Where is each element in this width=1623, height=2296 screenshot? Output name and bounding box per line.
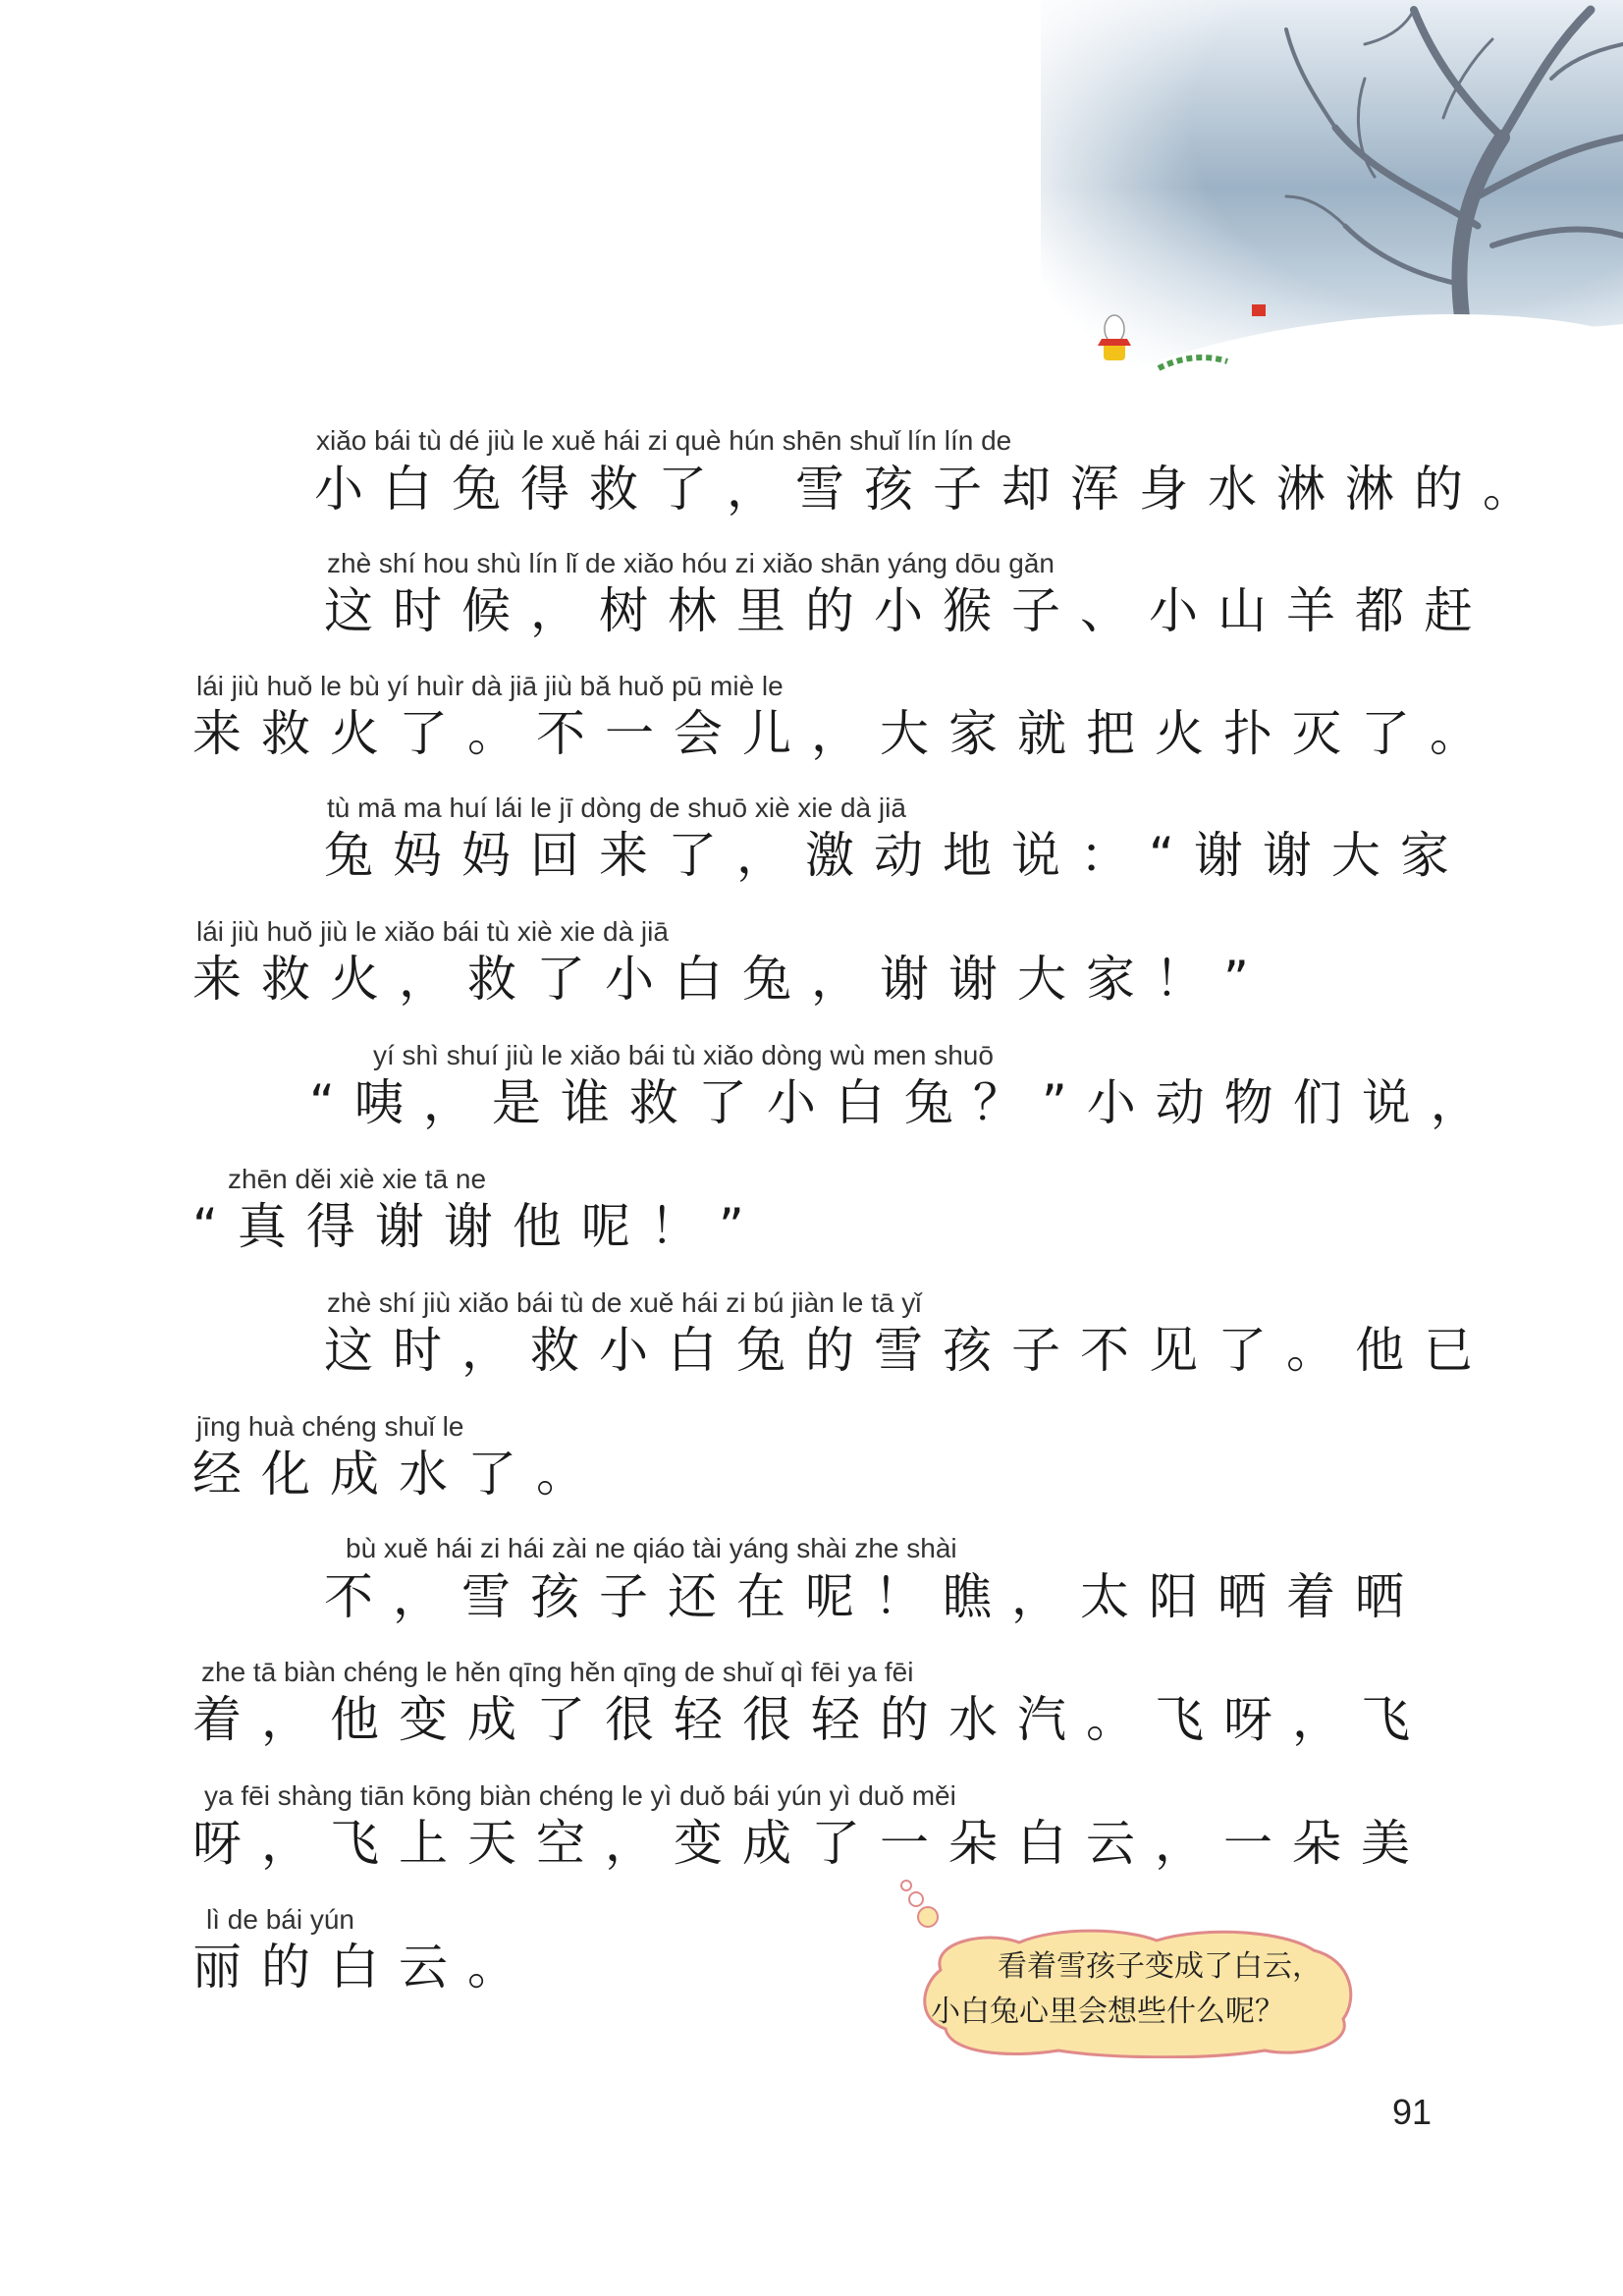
text-line-1: 小白兔得救了，雪孩子却浑身水淋淋的。 [314, 461, 1551, 518]
text-line-11: 着，他变成了很轻很轻的水汽。飞呀，飞 [192, 1691, 1430, 1748]
text-line-10: 不，雪孩子还在呢！瞧，太阳晒着晒 [324, 1568, 1424, 1625]
pinyin-line-11: zhe tā biàn chéng le hěn qīng hěn qīng de shuǐ qì fēi ya fēi [201, 1657, 914, 1687]
thought-bubble-dots [889, 1876, 947, 1935]
pinyin-line-13: lì de bái yún [206, 1904, 354, 1935]
bubble-question [931, 1944, 1353, 2035]
pinyin-line-9: jīng huà chéng shuǐ le [196, 1411, 464, 1442]
text-line-2: 这时候，树林里的小猴子、小山羊都赶 [324, 582, 1492, 639]
pinyin-line-3: lái jiù huǒ le bù yí huìr dà jiā jiù bǎ huǒ pū miè le [196, 671, 784, 701]
text-line-8: 这时，救小白兔的雪孩子不见了。他已 [324, 1322, 1492, 1379]
pinyin-line-2: zhè shí hou shù lín lǐ de xiǎo hóu zi xiǎo shān yáng dōu gǎn [327, 548, 1055, 578]
pinyin-line-10: bù xuě hái zi hái zài ne qiáo tài yáng shài zhe shài [346, 1533, 957, 1563]
pinyin-line-5: lái jiù huǒ jiù le xiǎo bái tù xiè xie dà jiā [196, 916, 669, 947]
text-line-7: “真得谢谢他呢！” [192, 1198, 764, 1255]
pinyin-line-6: yí shì shuí jiù le xiǎo bái tù xiǎo dòng wù men shuō [373, 1040, 994, 1070]
pinyin-line-1: xiǎo bái tù dé jiù le xuě hái zi què hún shēn shuǐ lín lín de [316, 425, 1012, 456]
pinyin-line-7: zhēn děi xiè xie tā ne [228, 1164, 487, 1194]
text-line-4: 兔妈妈回来了，激动地说：“谢谢大家 [324, 827, 1469, 884]
text-line-12: 呀，飞上天空，变成了一朵白云，一朵美 [192, 1815, 1430, 1872]
pinyin-line-12: ya fēi shàng tiān kōng biàn chéng le yì duǒ bái yún yì duǒ měi [204, 1780, 956, 1811]
bubble-line-1: 看着雪孩子变成了白云， [998, 1949, 1322, 1984]
pinyin-line-4: tù mā ma huí lái le jī dòng de shuō xiè xie dà jiā [327, 793, 906, 823]
text-line-9: 经化成水了。 [192, 1446, 605, 1503]
text-line-13: 丽的白云。 [192, 1939, 536, 1995]
text-line-6: “咦，是谁救了小白兔？”小动物们说， [309, 1074, 1499, 1131]
text-line-3: 来救火了。不一会儿，大家就把火扑灭了。 [192, 705, 1498, 762]
pinyin-line-8: zhè shí jiù xiǎo bái tù de xuě hái zi bú jiàn le tā yǐ [327, 1287, 922, 1318]
bubble-line-2: 小白兔心里会想些什么呢？ [931, 1995, 1284, 2029]
page-number: 91 [1392, 2092, 1433, 2132]
text-line-5: 来救火，救了小白兔，谢谢大家！” [192, 951, 1269, 1008]
